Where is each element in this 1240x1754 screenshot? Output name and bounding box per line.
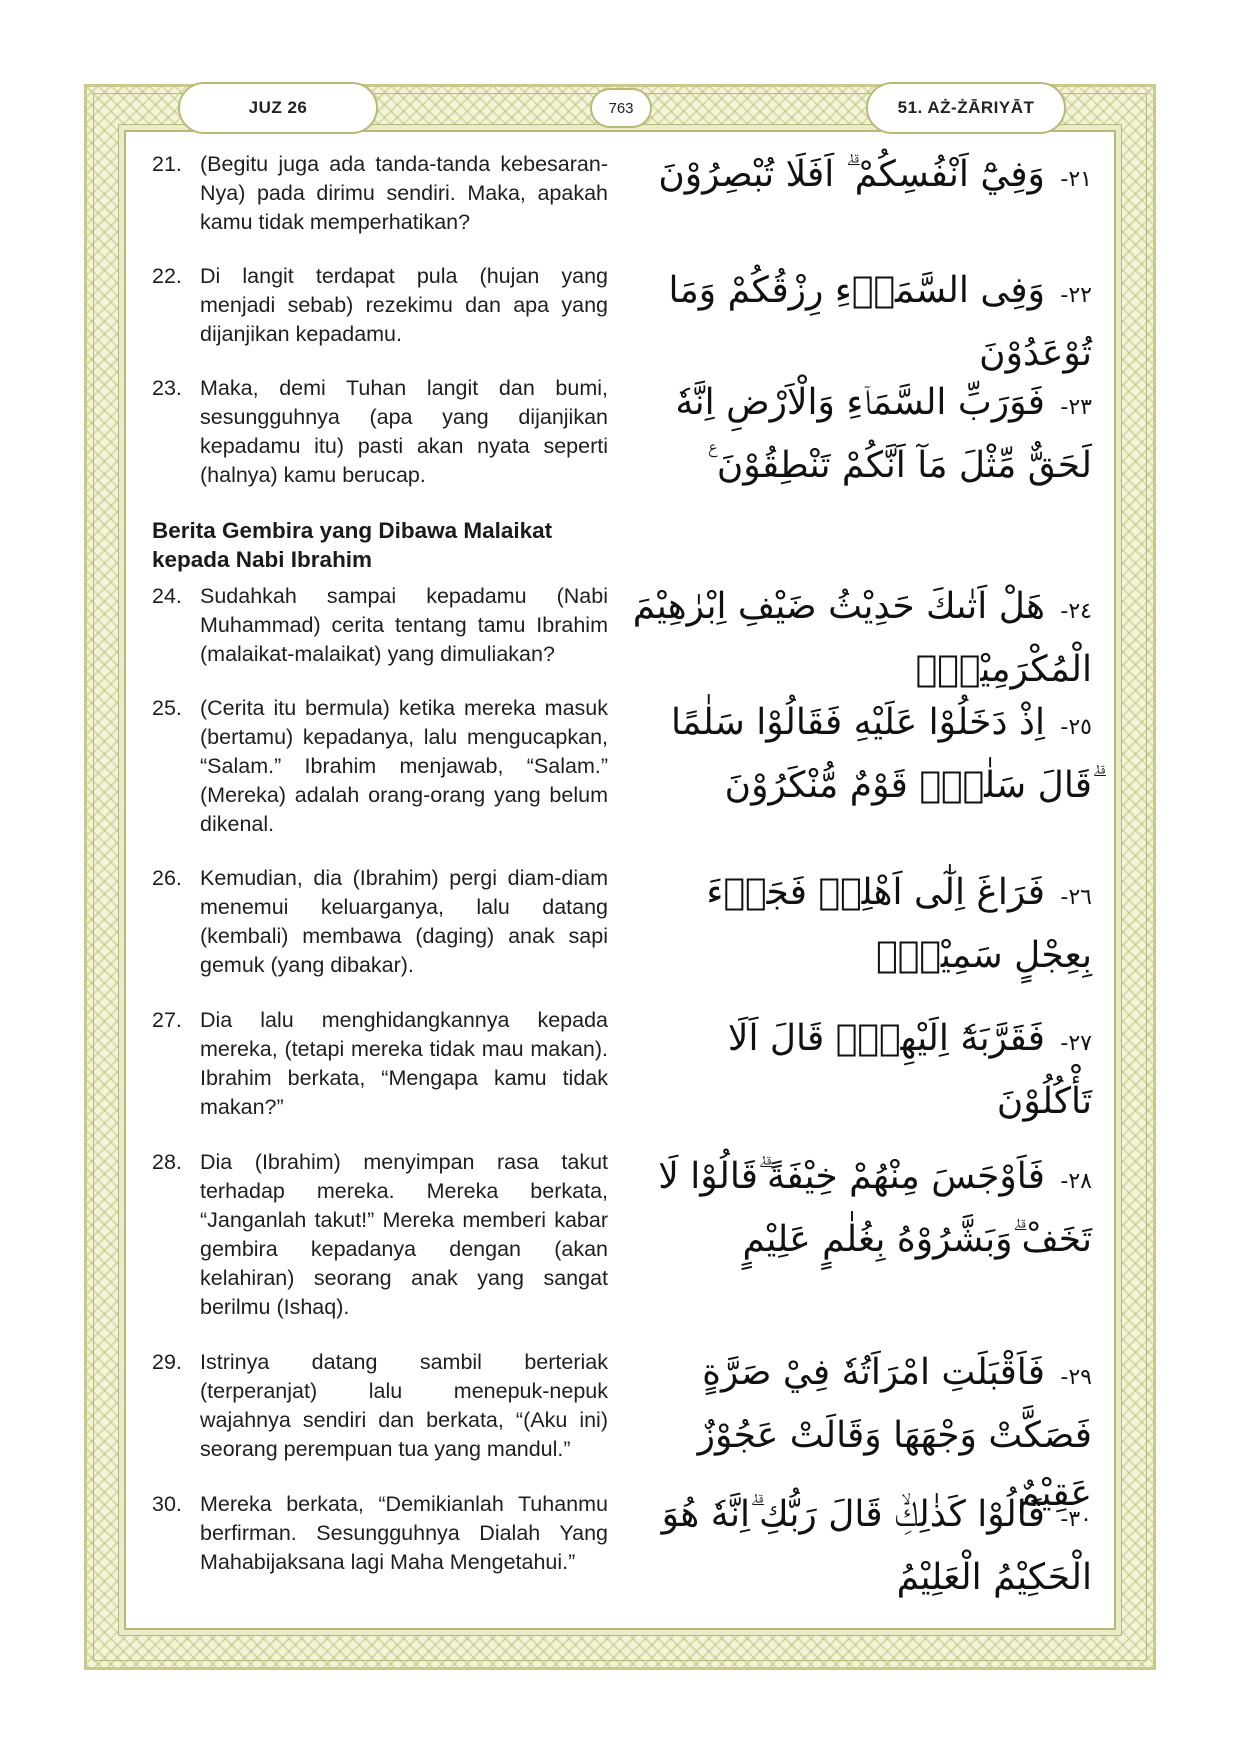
arabic-verse-number: ٢١- [1060, 167, 1092, 192]
verse-number: 26. [152, 866, 182, 890]
page-number: 763 [590, 88, 652, 128]
arabic-text: وَفِى السَّمَاۤءِ رِزْقُكُمْ وَمَا تُوْعَدُوْنَ [668, 270, 1092, 374]
arabic-verse [630, 1486, 1092, 1607]
arabic-text: فَاَقْبَلَتِ امْرَاَتُهٗ فِيْ صَرَّةٍ فَصَكَّتْ وَجْهَهَا وَقَالَتْ عَجُوْزٌ عَقِيْمٌ [697, 1352, 1092, 1514]
section-heading: Berita Gembira yang Dibawa Malaikat kepada Nabi Ibrahim [152, 518, 553, 572]
arabic-verse-number: ٢٨- [1060, 1169, 1092, 1194]
verse-number: 25. [152, 696, 182, 720]
translation-text: Maka, demi Tuhan langit dan bumi, sesungguhnya (apa yang dijanjikan kepadamu itu) pasti akan nyata seperti (halnya) kamu berucap. [200, 376, 608, 487]
translation-text: Istrinya datang sambil berteriak (terperanjat) lalu menepuk-nepuk wajahnya sendiri dan berkata, “(Aku ini) seorang perempuan tua yang mandul.” [200, 1350, 608, 1461]
translation-text: Di langit terdapat pula (hujan yang menjadi sebab) rezekimu dan apa yang dijanjikan kepadamu. [200, 264, 608, 346]
arabic-text: وَفِيْٓ اَنْفُسِكُمْ ۗ اَفَلَا تُبْصِرُوْنَ [658, 154, 1045, 195]
verse-number: 27. [152, 1008, 182, 1032]
translation [152, 1348, 608, 1464]
arabic-verse-number: ٢٤- [1060, 599, 1092, 624]
arabic-verse [630, 374, 1092, 495]
translation-text: Kemudian, dia (Ibrahim) pergi diam-diam menemui keluarganya, lalu datang (kembali) membawa (daging) anak sapi gemuk (yang dibakar). [200, 866, 608, 977]
translation-text: Dia lalu menghidangkannya kepada mereka, (tetapi mereka tidak mau makan). Ibrahim berkata, “Mengapa kamu tidak makan?” [200, 1008, 608, 1119]
arabic-verse [630, 864, 1092, 985]
translation-text: Sudahkah sampai kepadamu (Nabi Muhammad) cerita tentang tamu Ibrahim (malaikat-malaikat) yang dimuliakan? [200, 584, 608, 666]
translation-text: Mereka berkata, “Demikianlah Tuhanmu berfirman. Sesungguhnya Dialah Yang Mahabijaksana lagi Maha Mengetahui.” [200, 1492, 608, 1574]
juz-label: JUZ 26 [178, 82, 378, 134]
translation-text: (Cerita itu bermula) ketika mereka masuk (bertamu) kepadanya, lalu mengucapkan, “Salam.” Ibrahim menjawab, “Salam.” (Mereka) adalah orang-orang yang belum dikenal. [200, 696, 608, 836]
arabic-verse [630, 146, 1092, 209]
verse-number: 21. [152, 152, 182, 176]
arabic-verse-number: ٢٣- [1060, 395, 1092, 420]
translation [152, 864, 608, 980]
arabic-verse-number: ٢٥- [1060, 715, 1092, 740]
translation [152, 1490, 608, 1577]
translation-text: (Begitu juga ada tanda-tanda kebesaran-Nya) pada dirimu sendiri. Maka, apakah kamu tidak memperhatikan? [200, 152, 608, 234]
verse-number: 28. [152, 1150, 182, 1174]
arabic-verse-number: ٢٦- [1060, 885, 1092, 910]
arabic-verse [630, 1010, 1092, 1131]
arabic-text: فَاَوْجَسَ مِنْهُمْ خِيْفَةً ۗقَالُوْا لَا تَخَفْ ۗوَبَشَّرُوْهُ بِغُلٰمٍ عَلِيْمٍ [658, 1156, 1092, 1260]
arabic-verse [630, 262, 1092, 383]
verse-number: 30. [152, 1492, 182, 1516]
translation [152, 374, 608, 490]
arabic-text: فَرَاغَ اِلٰٓى اَهْلِهٖ فَجَاۤءَ بِعِجْلٍ سَمِيْنٍۙ [706, 872, 1092, 976]
arabic-verse [630, 1148, 1092, 1269]
translation [152, 694, 608, 839]
translation [152, 262, 608, 349]
translation [152, 150, 608, 237]
translation-text: Dia (Ibrahim) menyimpan rasa takut terhadap mereka. Mereka berkata, “Janganlah takut!” Mereka memberi kabar gembira kepadanya dengan (akan kelahiran) seorang anak yang sangat berilmu (Ishaq). [200, 1150, 608, 1319]
arabic-text: فَوَرَبِّ السَّمَاۤءِ وَالْاَرْضِ اِنَّهٗ لَحَقٌّ مِّثْلَ مَآ اَنَّكُمْ تَنْطِقُوْنَ ࣖ [675, 382, 1092, 486]
translation [152, 582, 608, 669]
translation [152, 1148, 608, 1322]
verse-number: 24. [152, 584, 182, 608]
arabic-text: هَلْ اَتٰىكَ حَدِيْثُ ضَيْفِ اِبْرٰهِيْمَ الْمُكْرَمِيْنَۘ [632, 586, 1092, 690]
arabic-verse [630, 694, 1092, 815]
verse-number: 22. [152, 264, 182, 288]
arabic-text: قَالُوْا كَذٰلِكِۙ قَالَ رَبُّكِ ۗاِنَّهٗ هُوَ الْحَكِيْمُ الْعَلِيْمُ [661, 1494, 1092, 1598]
surah-title: 51. AŻ-ŻĀRIYĀT [866, 82, 1066, 134]
arabic-verse-number: ٢٩- [1060, 1365, 1092, 1390]
arabic-verse-number: ٢٧- [1060, 1031, 1092, 1056]
verse-number: 23. [152, 376, 182, 400]
arabic-verse [630, 578, 1092, 699]
arabic-text: اِذْ دَخَلُوْا عَلَيْهِ فَقَالُوْا سَلٰمًا ۗقَالَ سَلٰمٌۚ قَوْمٌ مُّنْكَرُوْنَ [670, 702, 1092, 806]
arabic-verse-number: ٣٠- [1060, 1507, 1092, 1532]
verse-number: 29. [152, 1350, 182, 1374]
arabic-text: فَقَرَّبَهٗٓ اِلَيْهِمْۚ قَالَ اَلَا تَأْكُلُوْنَ [727, 1018, 1092, 1122]
arabic-verse-number: ٢٢- [1060, 283, 1092, 308]
translation [152, 1006, 608, 1122]
